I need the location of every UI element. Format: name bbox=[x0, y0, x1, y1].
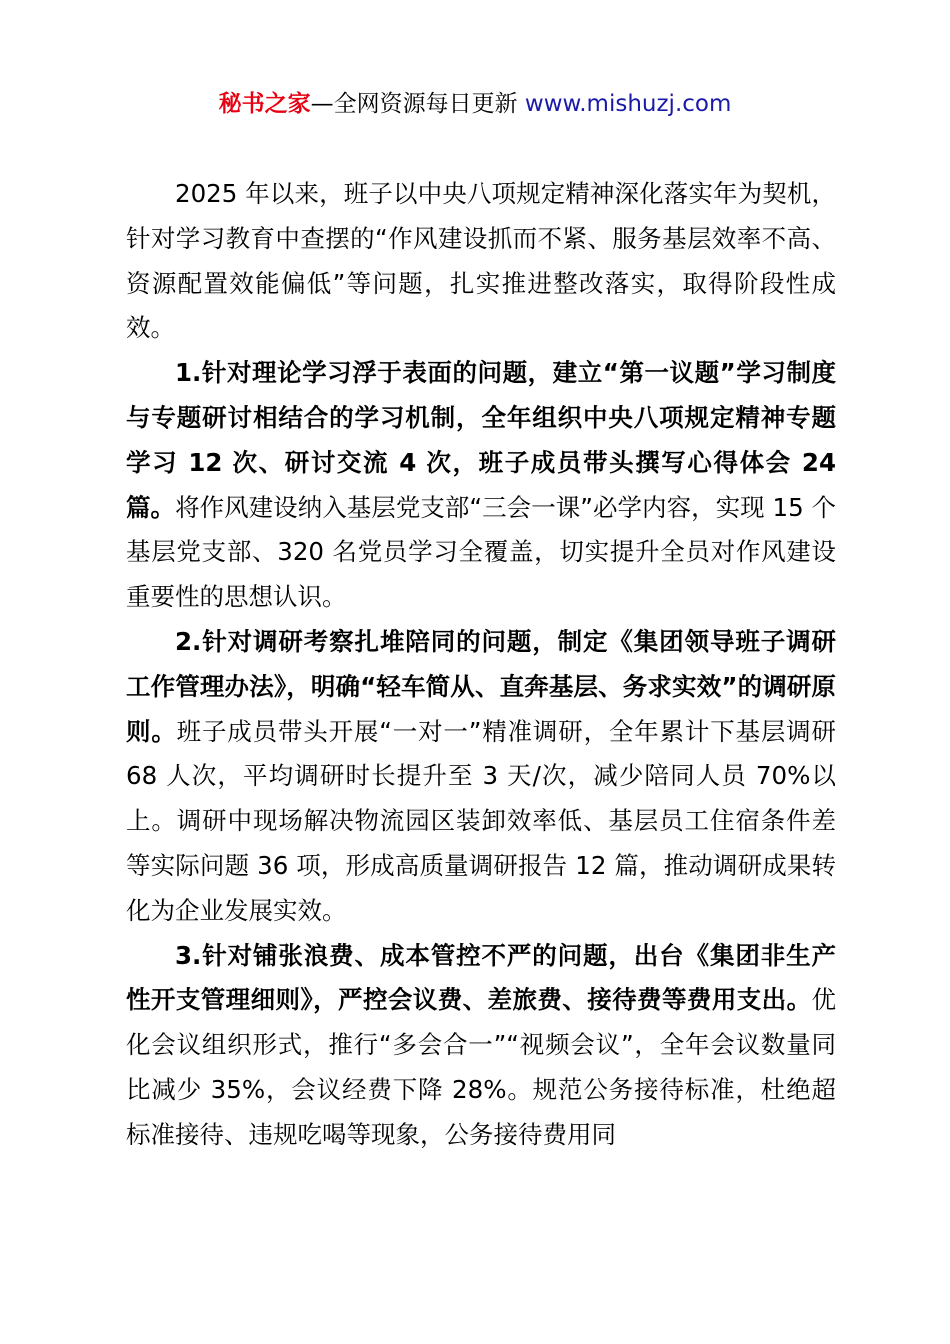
site-tagline: —全网资源每日更新 bbox=[310, 91, 525, 117]
document-body bbox=[126, 172, 836, 1158]
paragraph-lead: 2.针对调研考察扎堆陪同的问题，制定《集团领导班子调研工作管理办法》，明确“轻车简从、直奔基层、务求实效”的调研原则。 bbox=[126, 626, 836, 746]
site-url-link[interactable]: www.mishuzj.com bbox=[524, 91, 732, 117]
paragraph-lead: 1.针对理论学习浮于表面的问题，建立“第一议题”学习制度与专题研讨相结合的学习机制，全年组织中央八项规定精神专题学习 12 次、研讨交流 4 次，班子成员带头撰写心得体会 24 篇。 bbox=[126, 358, 836, 522]
page-header bbox=[0, 86, 950, 122]
paragraph-text: 2025 年以来，班子以中央八项规定精神深化落实年为契机，针对学习教育中查摆的“作风建设抓而不紧、服务基层效率不高、资源配置效能偏低”等问题，扎实推进整改落实，取得阶段性成效。 bbox=[126, 179, 836, 343]
paragraph-item-1 bbox=[126, 351, 836, 620]
paragraph-intro bbox=[126, 172, 836, 351]
paragraph-lead: 3.针对铺张浪费、成本管控不严的问题，出台《集团非生产性开支管理细则》，严控会议费、差旅费、接待费等费用支出。 bbox=[126, 940, 836, 1015]
paragraph-text: 班子成员带头开展“一对一”精准调研，全年累计下基层调研 68 人次，平均调研时长提升至 3 天/次，减少陪同人员 70%以上。调研中现场解决物流园区装卸效率低、基层员工住宿条件差等实际问题 36 项，形成高质量调研报告 12 篇，推动调研成果转化为企业发展实效。 bbox=[126, 716, 836, 925]
paragraph-item-2 bbox=[126, 620, 836, 934]
paragraph-text: 将作风建设纳入基层党支部“三会一课”必学内容，实现 15 个基层党支部、320 名党员学习全覆盖，切实提升全员对作风建设重要性的思想认识。 bbox=[126, 492, 836, 612]
site-brand: 秘书之家 bbox=[218, 91, 311, 117]
paragraph-item-3 bbox=[126, 934, 836, 1158]
paragraph-text: 优化会议组织形式，推行“多会合一”“视频会议”，全年会议数量同比减少 35%，会议经费下降 28%。规范公务接待标准，杜绝超标准接待、违规吃喝等现象，公务接待费用同 bbox=[126, 985, 836, 1149]
